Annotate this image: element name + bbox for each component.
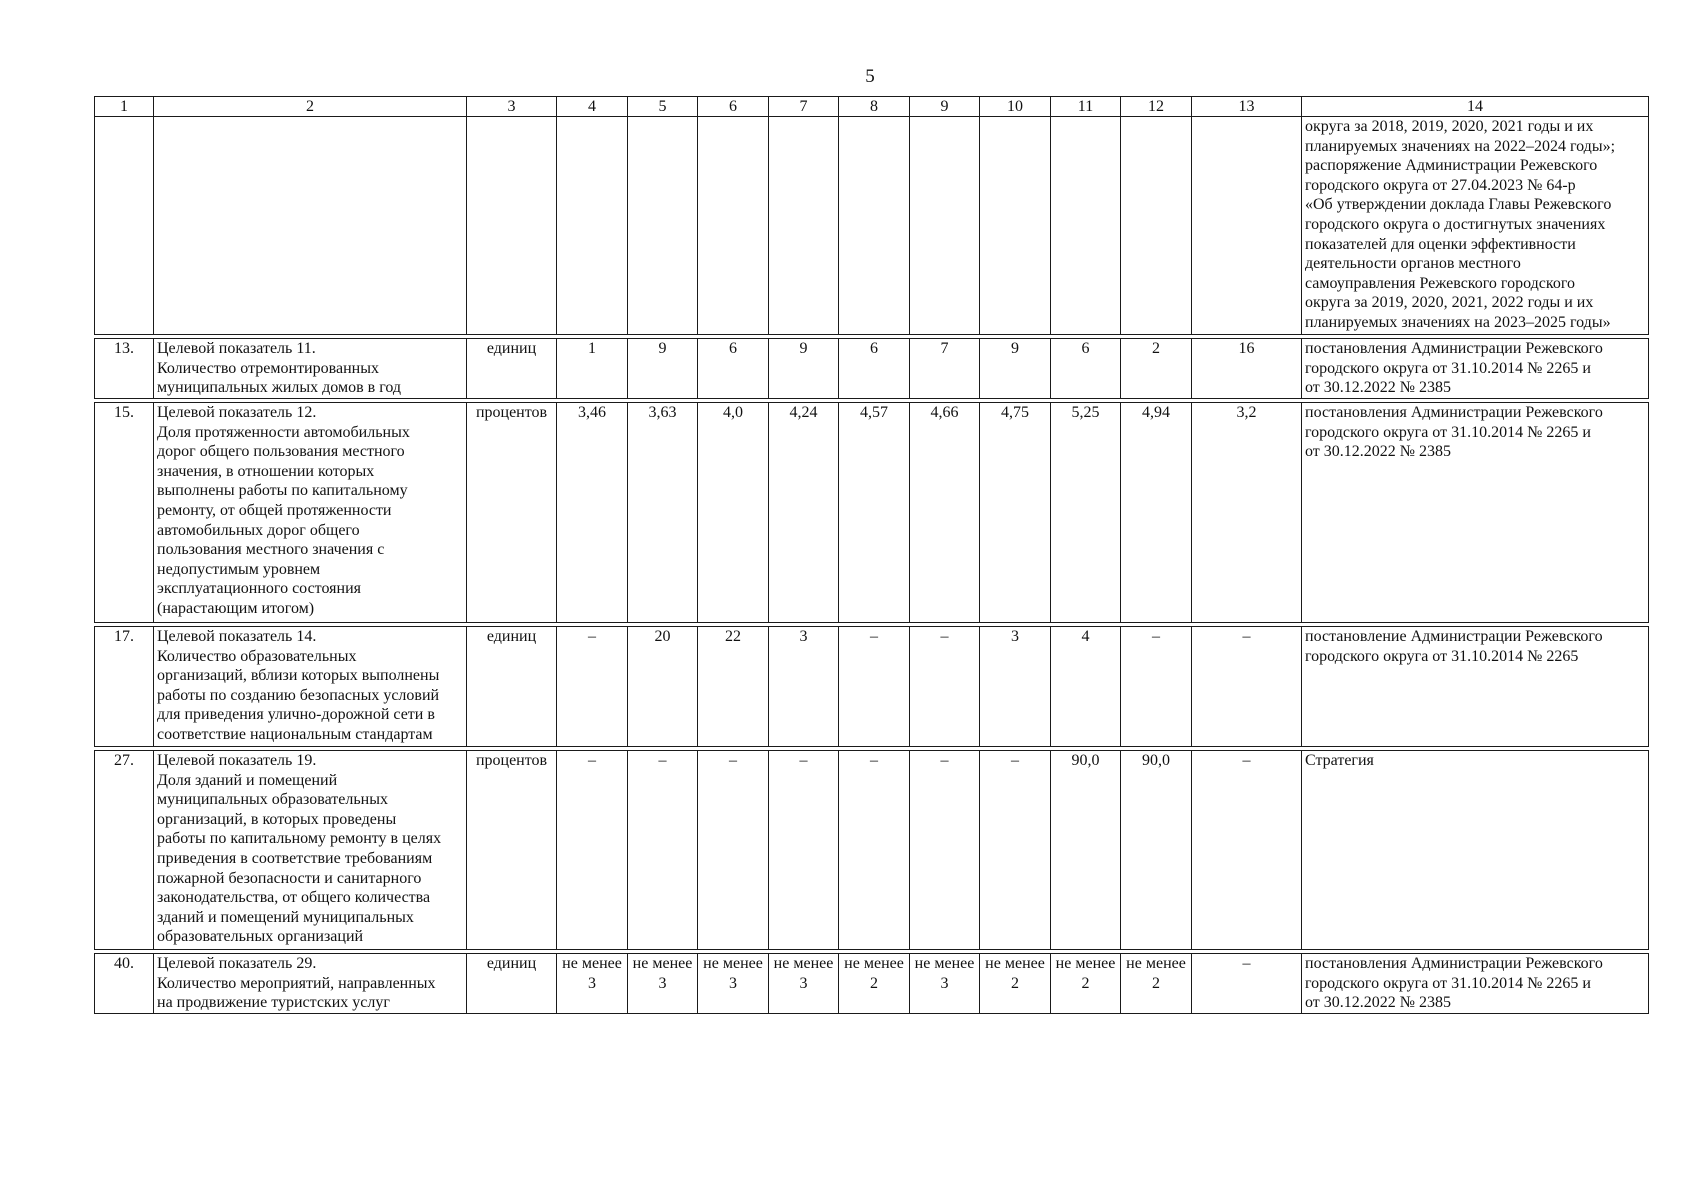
indicator-description: Целевой показатель 12. Доля протяженности автомобильных дорог общего пользования местного значения, в отношении которых выполнены работы по капитальному ремонту, от общей протяженности автомобильных дорог общего пользования местного значения с недопустимым уровнем эксплуатационного состояния (нарастающим итогом) xyxy=(154,403,467,623)
column-header: 3 xyxy=(467,97,557,117)
value-cell: – xyxy=(769,751,839,950)
value-cell: 3,63 xyxy=(628,403,698,623)
row-number: 13. xyxy=(95,339,154,399)
column-header: 4 xyxy=(557,97,628,117)
value-cell: – xyxy=(1121,627,1192,747)
value-cell: 4,0 xyxy=(698,403,769,623)
value-cell: не менее 2 xyxy=(1121,954,1192,1014)
value-cell: 3,46 xyxy=(557,403,628,623)
indicator-description: Целевой показатель 14. Количество образовательных организаций, вблизи которых выполнены работы по созданию безопасных условий для приведения улично-дорожной сети в соответствие национальным стандартам xyxy=(154,627,467,747)
table-header-row xyxy=(95,97,1649,117)
value-cell: – xyxy=(839,751,910,950)
indicator-description: Целевой показатель 29. Количество мероприятий, направленных на продвижение туристских услуг xyxy=(154,954,467,1014)
value-cell: 90,0 xyxy=(1051,751,1121,950)
source-cell: округа за 2018, 2019, 2020, 2021 годы и их планируемых значениях на 2022–2024 годы»; распоряжение Администрации Режевского городского округа от 27.04.2023 № 64-р «Об утверждении доклада Главы Режевского городского округа о достигнутых значениях показателей для оценки эффективности деятельности органов местного самоуправления Режевского городского округа за 2019, 2020, 2021, 2022 годы и их планируемых значениях на 2023–2025 годы» xyxy=(1302,117,1649,335)
column-header: 12 xyxy=(1121,97,1192,117)
column-header: 11 xyxy=(1051,97,1121,117)
indicator-description: Целевой показатель 19. Доля зданий и помещений муниципальных образовательных организаций, в которых проведены работы по капитальному ремонту в целях приведения в соответствие требованиям пожарной безопасности и санитарного законодательства, от общего количества зданий и помещений муниципальных образовательных организаций xyxy=(154,751,467,950)
value-cell: 4,66 xyxy=(910,403,980,623)
value-cell: 5,25 xyxy=(1051,403,1121,623)
value-cell: 6 xyxy=(839,339,910,399)
value-cell: 3 xyxy=(980,627,1051,747)
value-cell: не менее 3 xyxy=(698,954,769,1014)
value-cell: не менее 3 xyxy=(910,954,980,1014)
value-cell: 4,57 xyxy=(839,403,910,623)
value-cell: не менее 2 xyxy=(839,954,910,1014)
value-cell: 3 xyxy=(769,627,839,747)
value-cell: не менее 3 xyxy=(557,954,628,1014)
value-cell: 90,0 xyxy=(1121,751,1192,950)
column-header: 2 xyxy=(154,97,467,117)
value-cell: 2 xyxy=(1121,339,1192,399)
value-cell: 1 xyxy=(557,339,628,399)
row-number: 15. xyxy=(95,403,154,623)
value-cell: 16 xyxy=(1192,339,1302,399)
value-cell: – xyxy=(910,627,980,747)
table-row-40 xyxy=(95,954,1649,1014)
source-cell: постановление Администрации Режевского городского округа от 31.10.2014 № 2265 xyxy=(1302,627,1649,747)
table-row-17 xyxy=(95,627,1649,747)
unit-cell: процентов xyxy=(467,751,557,950)
value-cell: – xyxy=(1192,954,1302,1014)
source-cell: постановления Администрации Режевского городского округа от 31.10.2014 № 2265 и от 30.12.2022 № 2385 xyxy=(1302,403,1649,623)
table-row-continuation xyxy=(95,117,1649,335)
column-header: 9 xyxy=(910,97,980,117)
value-cell: – xyxy=(628,751,698,950)
value-cell: 3,2 xyxy=(1192,403,1302,623)
source-cell: Стратегия xyxy=(1302,751,1649,950)
value-cell: – xyxy=(1192,627,1302,747)
row-number: 27. xyxy=(95,751,154,950)
value-cell: 9 xyxy=(769,339,839,399)
table-row-27 xyxy=(95,751,1649,950)
value-cell: 9 xyxy=(980,339,1051,399)
value-cell: – xyxy=(1192,751,1302,950)
value-cell: 4 xyxy=(1051,627,1121,747)
column-header: 13 xyxy=(1192,97,1302,117)
column-header: 8 xyxy=(839,97,910,117)
value-cell: не менее 3 xyxy=(769,954,839,1014)
value-cell: 22 xyxy=(698,627,769,747)
source-cell: постановления Администрации Режевского городского округа от 31.10.2014 № 2265 и от 30.12.2022 № 2385 xyxy=(1302,954,1649,1014)
column-header: 7 xyxy=(769,97,839,117)
row-number: 17. xyxy=(95,627,154,747)
column-header: 14 xyxy=(1302,97,1649,117)
table-row-15 xyxy=(95,403,1649,623)
source-cell: постановления Администрации Режевского городского округа от 31.10.2014 № 2265 и от 30.12.2022 № 2385 xyxy=(1302,339,1649,399)
row-number: 40. xyxy=(95,954,154,1014)
value-cell: – xyxy=(698,751,769,950)
value-cell: 6 xyxy=(698,339,769,399)
value-cell: – xyxy=(980,751,1051,950)
unit-cell: единиц xyxy=(467,627,557,747)
value-cell: – xyxy=(839,627,910,747)
value-cell: – xyxy=(557,751,628,950)
indicators-table xyxy=(94,96,1649,1014)
value-cell: 4,75 xyxy=(980,403,1051,623)
value-cell: 9 xyxy=(628,339,698,399)
column-header: 5 xyxy=(628,97,698,117)
value-cell: 4,24 xyxy=(769,403,839,623)
unit-cell: процентов xyxy=(467,403,557,623)
value-cell: 20 xyxy=(628,627,698,747)
value-cell: – xyxy=(557,627,628,747)
column-header: 1 xyxy=(95,97,154,117)
value-cell: 7 xyxy=(910,339,980,399)
unit-cell: единиц xyxy=(467,954,557,1014)
page-number: 5 xyxy=(865,66,875,87)
value-cell: 4,94 xyxy=(1121,403,1192,623)
unit-cell: единиц xyxy=(467,339,557,399)
column-header: 10 xyxy=(980,97,1051,117)
value-cell: не менее 3 xyxy=(628,954,698,1014)
value-cell: 6 xyxy=(1051,339,1121,399)
value-cell: не менее 2 xyxy=(980,954,1051,1014)
indicator-description: Целевой показатель 11. Количество отремонтированных муниципальных жилых домов в год xyxy=(154,339,467,399)
value-cell: не менее 2 xyxy=(1051,954,1121,1014)
table-row-13 xyxy=(95,339,1649,399)
value-cell: – xyxy=(910,751,980,950)
column-header: 6 xyxy=(698,97,769,117)
